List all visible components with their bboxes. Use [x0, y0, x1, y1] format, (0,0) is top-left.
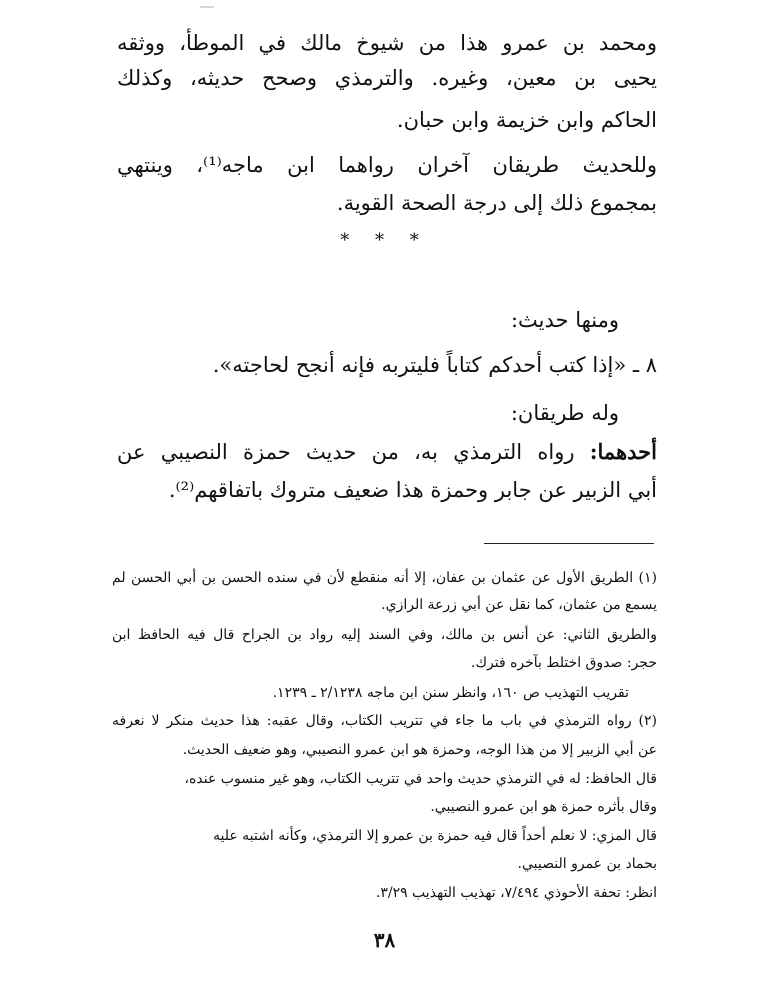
scan-speck: [200, 6, 214, 8]
footnote-line-10: قال المزي: لا نعلم أحداً قال فيه حمزة بن عمرو إلا الترمذي، وكأنه اشتبه عليه: [213, 828, 657, 844]
footnote-rule: [484, 543, 654, 544]
footnote-line-1: (١) الطريق الأول عن عثمان بن عفان، إلا أنه منقطع لأن في سنده الحسن بن أبي الحسن لم: [112, 570, 657, 586]
body-line-5: بمجموع ذلك إلى درجة الصحة القوية.: [336, 191, 657, 215]
footnote-line-11: بحماد بن عمرو النصيبي.: [517, 856, 657, 872]
body-line-1: ومحمد بن عمرو هذا من شيوخ مالك في الموطأ، ووثقه: [117, 31, 657, 55]
footnote-line-7: عن أبي الزبير إلا من هذا الوجه، وحمزة هو ابن عمرو النصيبي، وهو ضعيف الحديث.: [182, 742, 657, 758]
body-line-2: يحيى بن معين، وغيره. والترمذي وصحح حديثه، وكذلك: [117, 66, 657, 90]
first-path-label: أحدهما:: [589, 439, 657, 464]
paths-intro: وله طريقان:: [510, 401, 619, 425]
section-intro: ومنها حديث:: [510, 308, 619, 332]
footnote-line-5: تقريب التهذيب ص ١٦٠، وانظر سنن ابن ماجه ٢/١٢٣٨ ـ ١٢٣٩.: [272, 685, 629, 701]
footnote-line-12: انظر: تحفة الأحوذي ٧/٤٩٤، تهذيب التهذيب ٣/٢٩.: [375, 885, 657, 901]
first-path-continuation: أبي الزبير عن جابر وحمزة هذا ضعيف متروك باتفاقهم⁽²⁾.: [168, 478, 657, 502]
footnote-line-2: يسمع من عثمان، كما نقل عن أبي زرعة الرازي.: [381, 597, 657, 613]
first-path-text: رواه الترمذي به، من حديث حمزة النصيبي عن: [117, 440, 575, 464]
footnote-line-6: (٢) رواه الترمذي في باب ما جاء في تتريب الكتاب، وقال عقبه: هذا حديث منكر لا نعرفه: [112, 713, 657, 729]
footnote-line-4: حجر: صدوق اختلط بآخره فترك.: [471, 655, 657, 671]
footnote-line-8: قال الحافظ: له في الترمذي حديث واحد في تتريب الكتاب، وهو غير منسوب عنده،: [184, 771, 657, 787]
footnote-line-9: وقال بأثره حمزة هو ابن عمرو النصيبي.: [430, 799, 657, 815]
body-line-4: وللحديث طريقان آخران رواهما ابن ماجه⁽¹⁾، وينتهي: [117, 153, 657, 177]
section-separator: * * *: [340, 230, 429, 251]
first-path-line: [117, 437, 657, 467]
body-line-3: الحاكم وابن خزيمة وابن حبان.: [396, 108, 657, 132]
footnote-line-3: والطريق الثاني: عن أنس بن مالك، وفي السند إليه رواد بن الجراح قال فيه الحافظ ابن: [112, 627, 657, 643]
page-number: ٣٨: [373, 928, 396, 952]
hadith-text: ٨ ـ «إذا كتب أحدكم كتاباً فليتربه فإنه أنجح لحاجته».: [212, 353, 657, 377]
